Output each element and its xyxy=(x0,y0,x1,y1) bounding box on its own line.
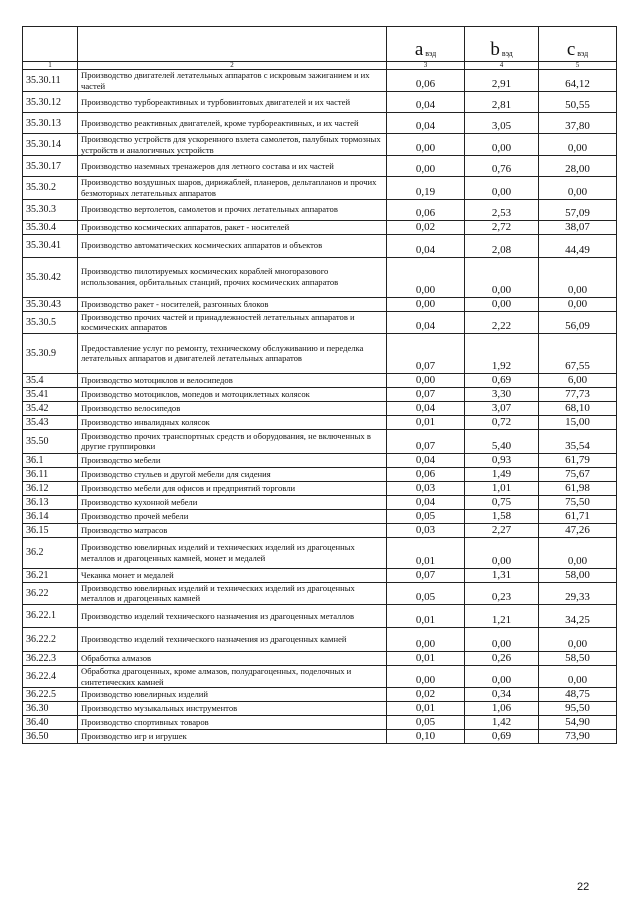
row-c-value: 15,00 xyxy=(539,415,617,429)
row-b-value: 2,72 xyxy=(465,220,539,234)
row-c-value: 58,50 xyxy=(539,651,617,665)
row-b-value: 0,00 xyxy=(465,257,539,297)
table-row xyxy=(23,234,617,257)
row-a-value: 0,04 xyxy=(387,92,465,113)
row-code-cell: 35.30.4 xyxy=(23,220,78,234)
row-name-cell: Производство прочих транспортных средств и оборудования, не включенных в другие группировки xyxy=(78,429,387,453)
row-c-value: 0,00 xyxy=(539,134,617,156)
column-index: 4 xyxy=(465,62,539,70)
row-c-value: 44,49 xyxy=(539,234,617,257)
row-c-value: 56,09 xyxy=(539,311,617,333)
row-code-cell: 35.43 xyxy=(23,415,78,429)
row-name-cell: Производство вертолетов, самолетов и прочих летательных аппаратов xyxy=(78,199,387,220)
row-a-value: 0,05 xyxy=(387,582,465,604)
row-c-value: 6,00 xyxy=(539,373,617,387)
row-name-cell: Производство прочей мебели xyxy=(78,509,387,523)
row-c-value: 35,54 xyxy=(539,429,617,453)
row-a-value: 0,19 xyxy=(387,177,465,199)
table-row xyxy=(23,297,617,311)
row-c-value: 77,73 xyxy=(539,387,617,401)
row-name-cell: Производство ювелирных изделий и технических изделий из драгоценных металлов и драгоценных камней xyxy=(78,582,387,604)
row-a-value: 0,06 xyxy=(387,467,465,481)
row-a-value: 0,02 xyxy=(387,220,465,234)
row-code-cell: 35.50 xyxy=(23,429,78,453)
row-c-value: 0,00 xyxy=(539,627,617,651)
row-code-cell: 35.30.14 xyxy=(23,134,78,156)
table-row xyxy=(23,387,617,401)
row-name-cell: Производство ракет - носителей, разгонных блоков xyxy=(78,297,387,311)
row-c-value: 75,50 xyxy=(539,495,617,509)
table-row xyxy=(23,220,617,234)
row-name-cell: Производство ювелирных изделий и технических изделий из драгоценных металлов и драгоценных камней, монет и медалей xyxy=(78,537,387,568)
row-name-cell: Производство мебели xyxy=(78,453,387,467)
row-b-value: 2,91 xyxy=(465,70,539,92)
row-a-value: 0,01 xyxy=(387,537,465,568)
table-row xyxy=(23,373,617,387)
row-name-cell: Предоставление услуг по ремонту, техническому обслуживанию и переделка летательных аппаратов и двигателей летательных аппаратов xyxy=(78,333,387,373)
row-b-value: 0,00 xyxy=(465,627,539,651)
row-name-cell: Обработка алмазов xyxy=(78,651,387,665)
row-code-cell: 36.22.4 xyxy=(23,665,78,687)
row-name-cell: Производство автоматических космических аппаратов и объектов xyxy=(78,234,387,257)
table-row xyxy=(23,70,617,92)
row-code-cell: 35.30.42 xyxy=(23,257,78,297)
table-row xyxy=(23,665,617,687)
row-b-value: 1,31 xyxy=(465,568,539,582)
header-cell-name xyxy=(78,27,387,62)
row-code-cell: 36.14 xyxy=(23,509,78,523)
row-code-cell: 36.2 xyxy=(23,537,78,568)
row-name-cell: Производство стульев и другой мебели для сидения xyxy=(78,467,387,481)
row-b-value: 0,00 xyxy=(465,537,539,568)
table-row xyxy=(23,467,617,481)
row-code-cell: 36.22.1 xyxy=(23,604,78,627)
row-c-value: 58,00 xyxy=(539,568,617,582)
row-b-value: 2,08 xyxy=(465,234,539,257)
row-code-cell: 36.15 xyxy=(23,523,78,537)
row-a-value: 0,02 xyxy=(387,688,465,702)
table-header-row xyxy=(23,27,617,62)
row-c-value: 37,80 xyxy=(539,113,617,134)
table-row xyxy=(23,537,617,568)
table-row xyxy=(23,156,617,177)
page-number: 22 xyxy=(577,881,590,893)
row-c-value: 61,71 xyxy=(539,509,617,523)
row-a-value: 0,07 xyxy=(387,387,465,401)
row-b-value: 2,81 xyxy=(465,92,539,113)
table-row xyxy=(23,495,617,509)
table-row xyxy=(23,415,617,429)
row-name-cell: Производство воздушных шаров, дирижаблей, планеров, дельтапланов и прочих безмоторных летательных аппаратов xyxy=(78,177,387,199)
row-c-value: 50,55 xyxy=(539,92,617,113)
row-code-cell: 36.12 xyxy=(23,481,78,495)
row-a-value: 0,04 xyxy=(387,401,465,415)
row-code-cell: 36.22 xyxy=(23,582,78,604)
row-b-value: 0,34 xyxy=(465,688,539,702)
table-row xyxy=(23,481,617,495)
row-name-cell: Производство прочих частей и принадлежностей летательных аппаратов и космических аппаратов xyxy=(78,311,387,333)
row-b-value: 2,22 xyxy=(465,311,539,333)
row-b-value: 0,00 xyxy=(465,665,539,687)
row-code-cell: 35.30.41 xyxy=(23,234,78,257)
coefficients-table xyxy=(22,26,617,744)
row-code-cell: 36.11 xyxy=(23,467,78,481)
row-code-cell: 36.22.3 xyxy=(23,651,78,665)
table-row xyxy=(23,523,617,537)
row-b-value: 0,69 xyxy=(465,730,539,744)
row-b-value: 0,93 xyxy=(465,453,539,467)
header-cell-c xyxy=(539,27,617,62)
row-b-value: 1,01 xyxy=(465,481,539,495)
row-code-cell: 35.30.5 xyxy=(23,311,78,333)
row-c-value: 68,10 xyxy=(539,401,617,415)
table-row xyxy=(23,92,617,113)
row-b-value: 0,69 xyxy=(465,373,539,387)
row-code-cell: 35.30.3 xyxy=(23,199,78,220)
row-code-cell: 35.30.12 xyxy=(23,92,78,113)
row-name-cell: Производство наземных тренажеров для летного состава и их частей xyxy=(78,156,387,177)
header-c-sub: вэд xyxy=(577,49,589,58)
row-a-value: 0,00 xyxy=(387,257,465,297)
row-c-value: 0,00 xyxy=(539,257,617,297)
row-b-value: 1,49 xyxy=(465,467,539,481)
table-row xyxy=(23,429,617,453)
row-a-value: 0,07 xyxy=(387,333,465,373)
row-b-value: 2,27 xyxy=(465,523,539,537)
table-row xyxy=(23,333,617,373)
row-name-cell: Производство инвалидных колясок xyxy=(78,415,387,429)
row-a-value: 0,03 xyxy=(387,523,465,537)
row-code-cell: 36.30 xyxy=(23,702,78,716)
table-row xyxy=(23,113,617,134)
row-c-value: 75,67 xyxy=(539,467,617,481)
row-c-value: 29,33 xyxy=(539,582,617,604)
row-a-value: 0,01 xyxy=(387,604,465,627)
row-code-cell: 36.22.2 xyxy=(23,627,78,651)
row-c-value: 61,98 xyxy=(539,481,617,495)
table-row xyxy=(23,688,617,702)
row-a-value: 0,06 xyxy=(387,70,465,92)
row-c-value: 54,90 xyxy=(539,716,617,730)
row-a-value: 0,04 xyxy=(387,453,465,467)
row-code-cell: 35.30.9 xyxy=(23,333,78,373)
table-row xyxy=(23,716,617,730)
row-b-value: 1,42 xyxy=(465,716,539,730)
row-a-value: 0,00 xyxy=(387,373,465,387)
row-b-value: 5,40 xyxy=(465,429,539,453)
row-code-cell: 35.30.11 xyxy=(23,70,78,92)
row-b-value: 0,26 xyxy=(465,651,539,665)
row-code-cell: 35.30.13 xyxy=(23,113,78,134)
row-a-value: 0,04 xyxy=(387,311,465,333)
row-name-cell: Производство изделий технического назначения из драгоценных металлов xyxy=(78,604,387,627)
row-b-value: 3,05 xyxy=(465,113,539,134)
row-a-value: 0,06 xyxy=(387,199,465,220)
row-name-cell: Производство матрасов xyxy=(78,523,387,537)
table-row xyxy=(23,509,617,523)
row-a-value: 0,05 xyxy=(387,716,465,730)
table-row xyxy=(23,730,617,744)
table-row xyxy=(23,199,617,220)
row-b-value: 1,06 xyxy=(465,702,539,716)
row-name-cell: Производство космических аппаратов, ракет - носителей xyxy=(78,220,387,234)
row-a-value: 0,03 xyxy=(387,481,465,495)
row-c-value: 64,12 xyxy=(539,70,617,92)
row-b-value: 2,53 xyxy=(465,199,539,220)
row-a-value: 0,00 xyxy=(387,297,465,311)
row-c-value: 61,79 xyxy=(539,453,617,467)
row-name-cell: Производство ювелирных изделий xyxy=(78,688,387,702)
header-cell-code xyxy=(23,27,78,62)
row-code-cell: 35.4 xyxy=(23,373,78,387)
row-name-cell: Производство спортивных товаров xyxy=(78,716,387,730)
row-name-cell: Производство кухонной мебели xyxy=(78,495,387,509)
row-name-cell: Производство пилотируемых космических кораблей многоразового использования, орбитальных станций, прочих космических аппаратов xyxy=(78,257,387,297)
row-name-cell: Производство реактивных двигателей, кроме турбореактивных, и их частей xyxy=(78,113,387,134)
row-c-value: 0,00 xyxy=(539,297,617,311)
header-b-main: b xyxy=(490,39,500,60)
row-b-value: 0,75 xyxy=(465,495,539,509)
column-index: 5 xyxy=(539,62,617,70)
table-row xyxy=(23,311,617,333)
header-c-main: c xyxy=(566,39,576,60)
row-name-cell: Производство устройств для ускоренного взлета самолетов, палубных тормозных устройств и аналогичных устройств xyxy=(78,134,387,156)
row-code-cell: 35.41 xyxy=(23,387,78,401)
row-b-value: 0,00 xyxy=(465,297,539,311)
row-c-value: 57,09 xyxy=(539,199,617,220)
header-b-sub: вэд xyxy=(501,49,513,58)
row-c-value: 48,75 xyxy=(539,688,617,702)
table-row xyxy=(23,177,617,199)
row-c-value: 0,00 xyxy=(539,665,617,687)
row-c-value: 73,90 xyxy=(539,730,617,744)
column-index: 3 xyxy=(387,62,465,70)
table-row xyxy=(23,568,617,582)
row-name-cell: Обработка драгоценных, кроме алмазов, полудрагоценных, поделочных и синтетических камней xyxy=(78,665,387,687)
row-c-value: 67,55 xyxy=(539,333,617,373)
row-a-value: 0,10 xyxy=(387,730,465,744)
row-code-cell: 36.1 xyxy=(23,453,78,467)
table-row xyxy=(23,401,617,415)
table-row xyxy=(23,702,617,716)
row-name-cell: Производство мотоциклов и велосипедов xyxy=(78,373,387,387)
row-a-value: 0,07 xyxy=(387,568,465,582)
row-name-cell: Производство музыкальных инструментов xyxy=(78,702,387,716)
row-code-cell: 35.42 xyxy=(23,401,78,415)
row-c-value: 38,07 xyxy=(539,220,617,234)
row-name-cell: Производство мотоциклов, мопедов и мотоциклетных колясок xyxy=(78,387,387,401)
row-code-cell: 36.40 xyxy=(23,716,78,730)
column-index: 2 xyxy=(78,62,387,70)
row-code-cell: 35.30.17 xyxy=(23,156,78,177)
row-b-value: 0,00 xyxy=(465,177,539,199)
row-a-value: 0,01 xyxy=(387,415,465,429)
row-b-value: 3,07 xyxy=(465,401,539,415)
row-name-cell: Производство турбореактивных и турбовинтовых двигателей и их частей xyxy=(78,92,387,113)
table-row xyxy=(23,604,617,627)
row-c-value: 47,26 xyxy=(539,523,617,537)
table-row xyxy=(23,134,617,156)
row-b-value: 3,30 xyxy=(465,387,539,401)
row-c-value: 0,00 xyxy=(539,537,617,568)
row-c-value: 0,00 xyxy=(539,177,617,199)
row-code-cell: 36.21 xyxy=(23,568,78,582)
row-b-value: 1,21 xyxy=(465,604,539,627)
row-a-value: 0,00 xyxy=(387,627,465,651)
row-code-cell: 35.30.43 xyxy=(23,297,78,311)
row-code-cell: 36.50 xyxy=(23,730,78,744)
table-row xyxy=(23,627,617,651)
table-row xyxy=(23,582,617,604)
row-a-value: 0,04 xyxy=(387,234,465,257)
row-name-cell: Чеканка монет и медалей xyxy=(78,568,387,582)
row-a-value: 0,05 xyxy=(387,509,465,523)
row-b-value: 1,58 xyxy=(465,509,539,523)
row-name-cell: Производство игр и игрушек xyxy=(78,730,387,744)
row-a-value: 0,00 xyxy=(387,156,465,177)
row-b-value: 1,92 xyxy=(465,333,539,373)
row-a-value: 0,01 xyxy=(387,702,465,716)
row-b-value: 0,72 xyxy=(465,415,539,429)
row-a-value: 0,07 xyxy=(387,429,465,453)
row-a-value: 0,00 xyxy=(387,134,465,156)
header-a-main: a xyxy=(414,39,424,60)
row-name-cell: Производство двигателей летательных аппаратов с искровым зажиганием и их частей xyxy=(78,70,387,92)
table-body xyxy=(23,70,617,744)
row-b-value: 0,23 xyxy=(465,582,539,604)
row-code-cell: 35.30.2 xyxy=(23,177,78,199)
table-row xyxy=(23,257,617,297)
row-c-value: 28,00 xyxy=(539,156,617,177)
row-a-value: 0,01 xyxy=(387,651,465,665)
row-name-cell: Производство мебели для офисов и предприятий торговли xyxy=(78,481,387,495)
column-index: 1 xyxy=(23,62,78,70)
header-cell-a xyxy=(387,27,465,62)
row-code-cell: 36.13 xyxy=(23,495,78,509)
table-row xyxy=(23,651,617,665)
row-b-value: 0,00 xyxy=(465,134,539,156)
row-b-value: 0,76 xyxy=(465,156,539,177)
table-row xyxy=(23,453,617,467)
header-a-sub: вэд xyxy=(425,49,437,58)
row-name-cell: Производство велосипедов xyxy=(78,401,387,415)
row-name-cell: Производство изделий технического назначения из драгоценных камней xyxy=(78,627,387,651)
row-c-value: 34,25 xyxy=(539,604,617,627)
row-a-value: 0,00 xyxy=(387,665,465,687)
row-c-value: 95,50 xyxy=(539,702,617,716)
row-a-value: 0,04 xyxy=(387,113,465,134)
row-code-cell: 36.22.5 xyxy=(23,688,78,702)
header-cell-b xyxy=(465,27,539,62)
row-a-value: 0,04 xyxy=(387,495,465,509)
column-index-row xyxy=(23,62,617,70)
